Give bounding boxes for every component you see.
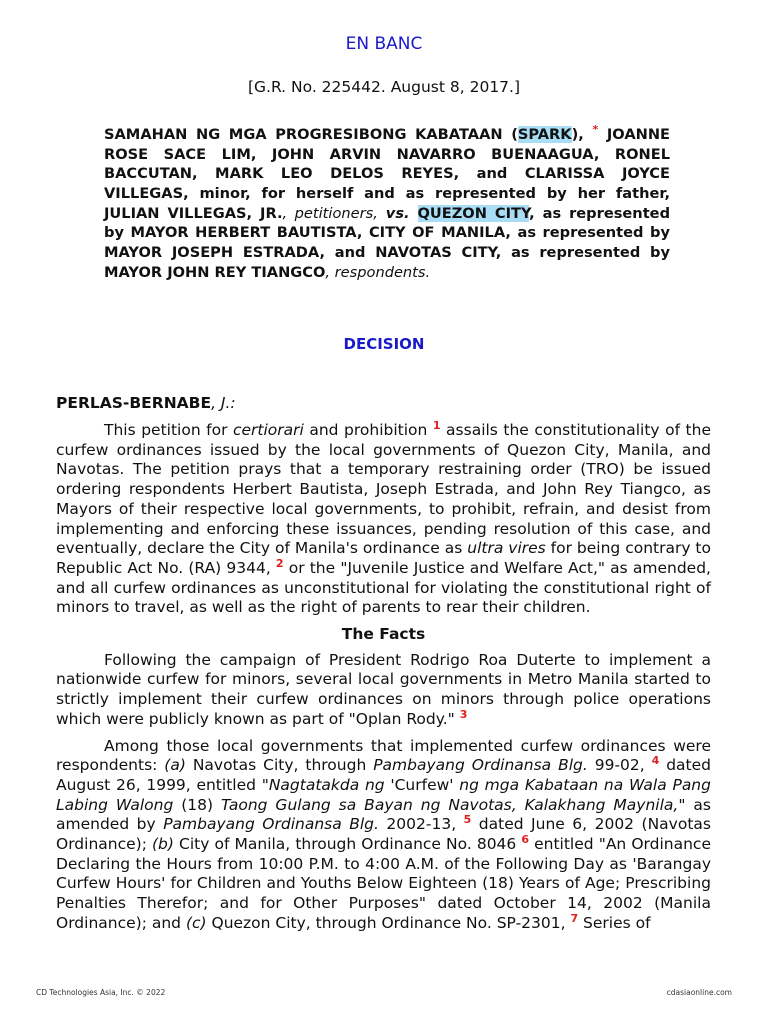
text: This petition for — [104, 421, 233, 439]
text: (b) — [152, 835, 174, 854]
highlight-quezon-city: QUEZON CITY — [417, 204, 530, 222]
parties-text: JOANNE ROSE SACE LIM, JOHN ARVIN NAVARRO BUENAAGUA, RONEL BACCUTAN, MARK LEO DELOS REYES, and CLARISSA JOYCE VILLEGAS, minor, for herself and as represented by her father, JULIAN VILLEGAS, JR. — [104, 125, 671, 222]
ponente-suffix: , J.: — [211, 394, 236, 412]
case-number: [G.R. No. 225442. August 8, 2017.] — [247, 78, 521, 96]
asterisk-footnote-link[interactable]: * — [592, 123, 599, 136]
versus: vs. — [377, 204, 418, 222]
decision-body — [56, 418, 711, 941]
text: Navotas City, through — [185, 756, 374, 775]
text: for being contrary to Republic Act No. (RA) 9344, — [56, 539, 711, 577]
text: dated August 26, 1999, entitled — [56, 756, 711, 794]
text: (18) — [173, 795, 222, 814]
text: Taong Gulang sa Bayan ng Navotas, Kalakhang Maynila," — [221, 795, 686, 814]
footnote-link-7[interactable]: 7 — [570, 911, 579, 925]
footer-copyright: CD Technologies Asia, Inc. © 2022 — [36, 988, 166, 997]
text: Quezon City, through Ordinance No. SP-2301, — [206, 913, 571, 932]
text: assails the constitutionality of the curfew ordinances issued by the local governments of Quezon City, Manila, and Navotas. The petition prays that a temporary restraining order (TRO) be issued ordering respondents Herbert Bautista, Joseph Estrada, and John Rey Tiangco, as Mayors of their respective local governments, to prohibit, refrain, and desist from implementing and enforcing these issuances, pending resolution of this case, and eventually, declare the City of Manila's ordinance as — [56, 421, 711, 558]
text: City of Manila, through Ordinance No. 8046 — [173, 835, 522, 854]
text: Among those local governments that implemented curfew ordinances were respondents: — [56, 736, 711, 775]
text: entitled "An Ordinance Declaring the Hours from 10:00 P.M. to 4:00 A.M. of the Following Day as 'Barangay Curfew Hours' for Children and Youths Below Eighteen (18) Years of Age; Prescribing Penalties Therefor; and for Other Purposes" dated October 14, 2002 (Manila Ordinance); and — [56, 835, 711, 932]
ponente-name: PERLAS-BERNABE — [56, 394, 212, 412]
parties-text: ), — [571, 125, 593, 143]
text: Pambayang Ordinansa Blg. — [373, 756, 588, 775]
paragraph-2 — [56, 651, 711, 730]
text: as amended by — [56, 795, 711, 834]
text: 2002-13, — [378, 815, 464, 834]
text: and prohibition — [303, 421, 433, 439]
text: or the "Juvenile Justice and Welfare Act," as amended, and all curfew ordinances as unconstitutional for violating the constitutional right of minors to travel, as well as the right of parents to rear their children. — [56, 558, 711, 617]
text: (c) — [185, 913, 207, 932]
footnote-link-5[interactable]: 5 — [463, 813, 472, 827]
text: dated June 6, 2002 (Navotas Ordinance); — [56, 815, 711, 854]
court-division: EN BANC — [345, 34, 423, 54]
decision-title: DECISION — [343, 335, 425, 353]
footnote-link-1[interactable]: 1 — [432, 418, 441, 432]
text: 99-02, — [587, 756, 652, 775]
text: Following the campaign of President Rodrigo Roa Duterte to implement a nationwide curfew for minors, several local governments in Metro Manila started to strictly implement their curfew ordinances on minors through police operations which were publicly known as part of "Oplan Rody." — [56, 650, 711, 728]
text: ultra vires — [467, 539, 546, 558]
footer-site: cdasiaonline.com — [666, 988, 732, 997]
footnote-link-6[interactable]: 6 — [521, 832, 530, 846]
footnote-link-2[interactable]: 2 — [275, 556, 284, 570]
section-heading-facts: The Facts — [341, 625, 426, 644]
text: ng mga Kabataan na Wala Pang Labing Walong — [56, 775, 711, 814]
text: (a) — [164, 756, 186, 775]
text: Pambayang Ordinansa Blg. — [163, 815, 379, 834]
footnote-link-4[interactable]: 4 — [651, 754, 660, 768]
text: "Nagtatakda ng — [261, 775, 385, 794]
parties-text: , as represented by MAYOR HERBERT BAUTISTA, CITY OF MANILA, as represented by MAYOR JOSEPH ESTRADA, and NAVOTAS CITY, as represented by MAYOR JOHN REY TIANGCO — [104, 204, 671, 281]
paragraph-1 — [56, 418, 711, 618]
text: certiorari — [232, 421, 304, 439]
parties-role: , petitioners, — [282, 204, 378, 222]
highlight-spark: SPARK — [517, 125, 572, 143]
ponente — [56, 394, 236, 412]
case-parties — [104, 120, 670, 282]
parties-role: , respondents. — [325, 263, 431, 281]
text: Series of — [578, 913, 651, 932]
parties-text: SAMAHAN NG MGA PROGRESIBONG KABATAAN ( — [104, 125, 518, 143]
paragraph-3 — [56, 737, 711, 934]
footnote-link-3[interactable]: 3 — [459, 707, 468, 721]
text: 'Curfew' — [384, 775, 460, 794]
